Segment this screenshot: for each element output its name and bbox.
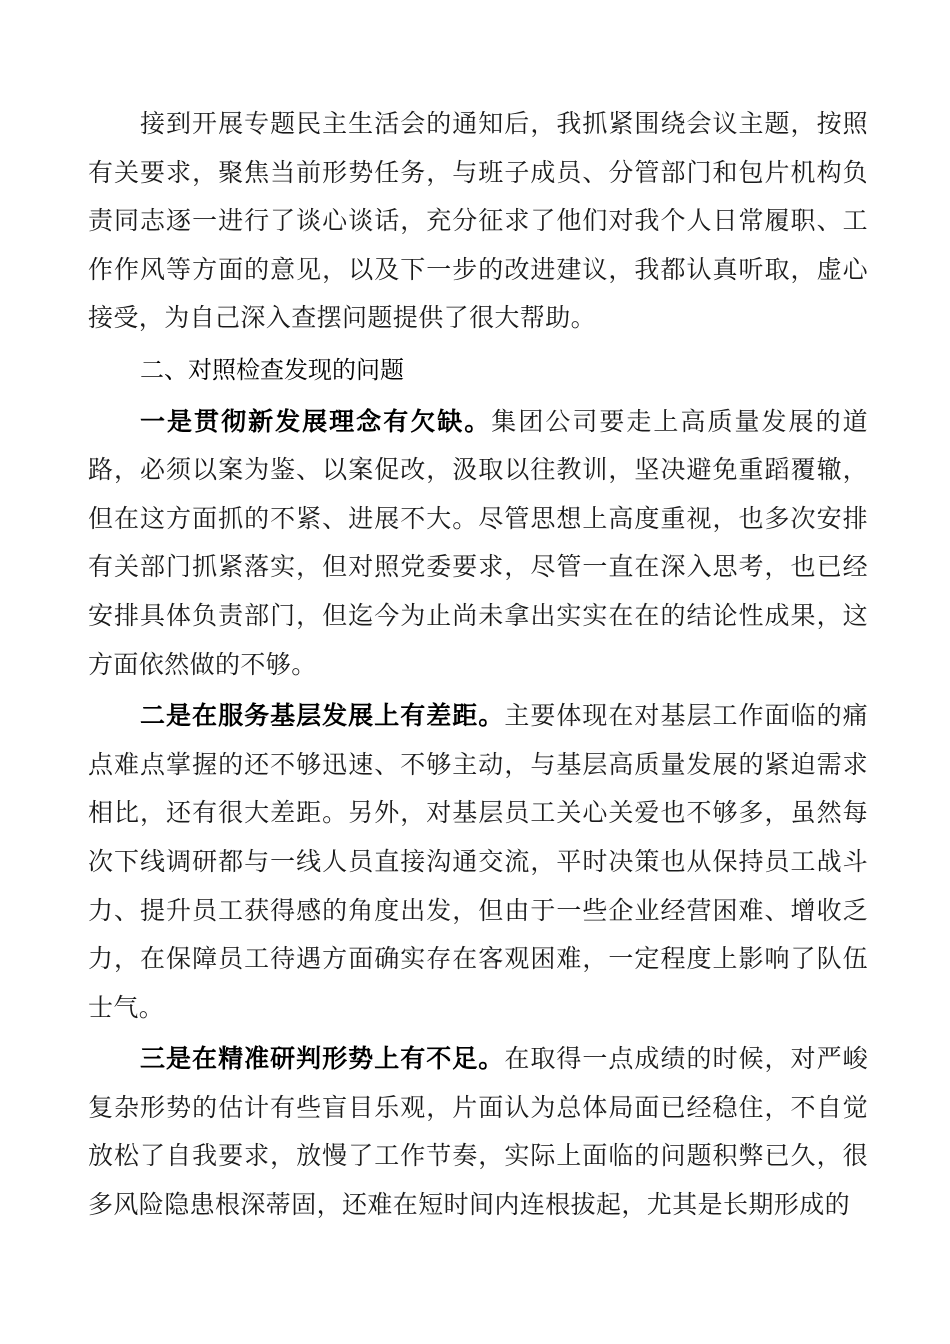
issue-3-text: 在取得一点成绩的时候，对严峻复杂形势的估计有些盲目乐观，片面认为总体局面已经稳住，不自觉放松了自我要求，放慢了工作节奏，实际上面临的问题积弊已久，很多风险隐患根深蒂固，还难在短时间内连根拔起，尤其是长期形成的 bbox=[88, 1044, 868, 1220]
issue-1-lead: 一是贯彻新发展理念有欠缺。 bbox=[140, 406, 492, 436]
issue-3-lead: 三是在精准研判形势上有不足。 bbox=[140, 1044, 505, 1074]
section-heading bbox=[88, 346, 868, 395]
issue-2-text: 主要体现在对基层工作面临的痛点难点掌握的还不够迅速、不够主动，与基层高质量发展的紧迫需求相比，还有很大差距。另外，对基层员工关心关爱也不够多，虽然每次下线调研都与一线人员直接沟通交流，平时决策也从保持员工战斗力、提升员工获得感的角度出发，但由于一些企业经营困难、增收乏力，在保障员工待遇方面确实存在客观困难，一定程度上影响了队伍士气。 bbox=[88, 701, 868, 1022]
paragraph-intro bbox=[88, 100, 868, 343]
paragraph-intro-text: 接到开展专题民主生活会的通知后，我抓紧围绕会议主题，按照有关要求，聚焦当前形势任务，与班子成员、分管部门和包片机构负责同志逐一进行了谈心谈话，充分征求了他们对我个人日常履职、工作作风等方面的意见，以及下一步的改进建议，我都认真听取，虚心接受，为自己深入查摆问题提供了很大帮助。 bbox=[88, 109, 868, 333]
paragraph-issue-3 bbox=[88, 1035, 868, 1229]
paragraph-issue-2 bbox=[88, 692, 868, 1032]
section-heading-text: 二、对照检查发现的问题 bbox=[140, 355, 404, 384]
issue-1-text: 集团公司要走上高质量发展的道路，必须以案为鉴、以案促改，汲取以往教训，坚决避免重蹈覆辙，但在这方面抓的不紧、进展不大。尽管思想上高度重视，也多次安排有关部门抓紧落实，但对照党委要求，尽管一直在深入思考，也已经安排具体负责部门，但迄今为止尚未拿出实实在在的结论性成果，这方面依然做的不够。 bbox=[88, 406, 868, 679]
paragraph-issue-1 bbox=[88, 398, 868, 690]
document-body bbox=[88, 100, 868, 1230]
issue-2-lead: 二是在服务基层发展上有差距。 bbox=[140, 701, 505, 731]
